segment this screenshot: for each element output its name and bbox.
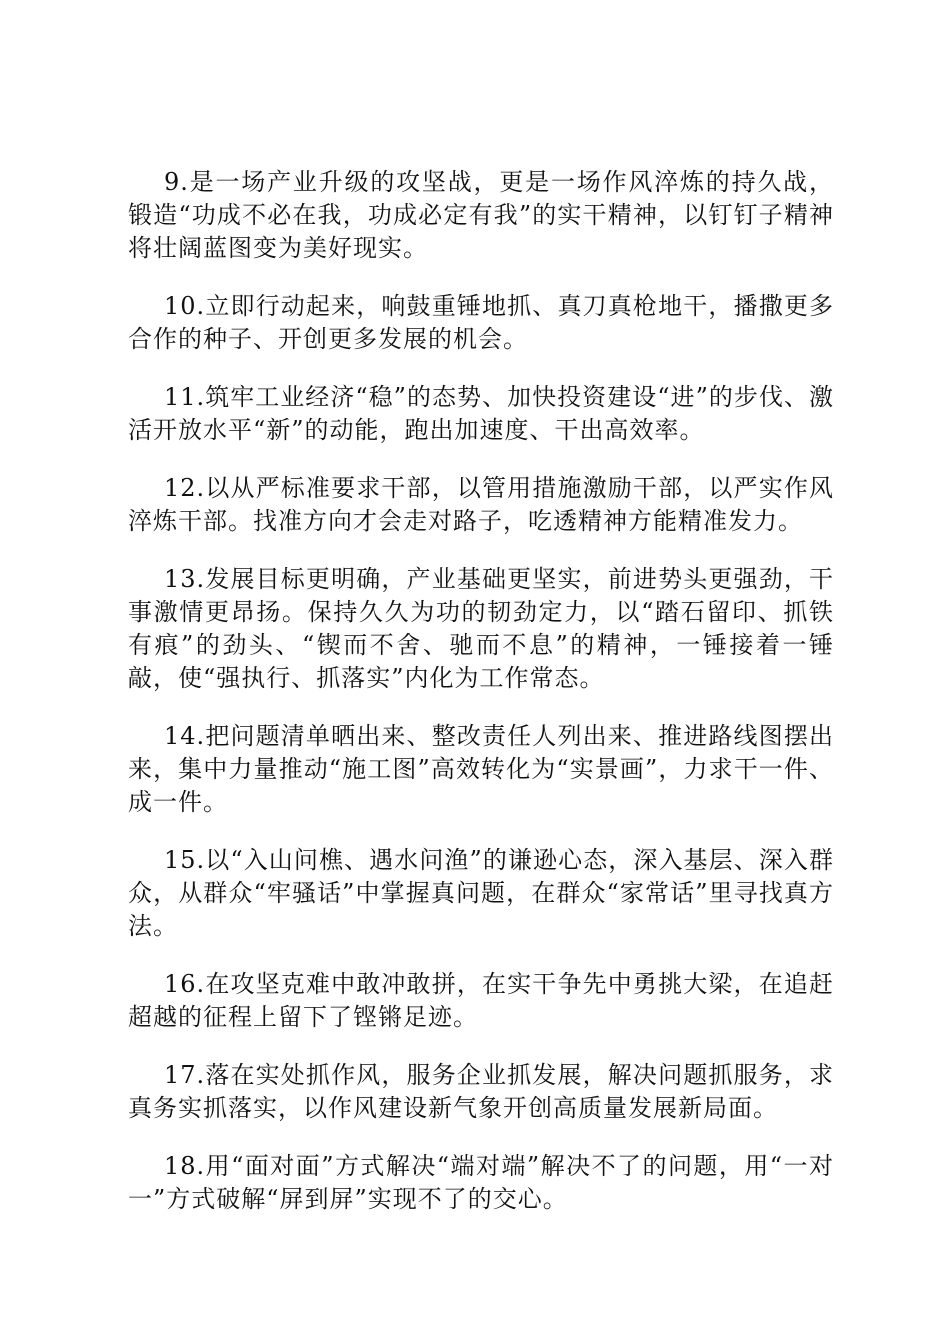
- paragraph-11: 11.筑牢工业经济“稳”的态势、加快投资建设“进”的步伐、激活开放水平“新”的动能，跑出加速度、干出高效率。: [128, 383, 834, 444]
- paragraph-16: 16.在攻坚克难中敢冲敢拼，在实干争先中勇挑大梁，在追赶超越的征程上留下了铿锵足迹。: [128, 970, 834, 1031]
- paragraph-9: 9.是一场产业升级的攻坚战，更是一场作风淬炼的持久战，锻造“功成不必在我，功成必定有我”的实干精神，以钉钉子精神将壮阔蓝图变为美好现实。: [128, 168, 834, 262]
- document-page: [128, 166, 834, 1241]
- paragraph-14: 14.把问题清单晒出来、整改责任人列出来、推进路线图摆出来，集中力量推动“施工图”高效转化为“实景画”，力求干一件、成一件。: [128, 722, 834, 816]
- paragraph-17: 17.落在实处抓作风，服务企业抓发展，解决问题抓服务，求真务实抓落实，以作风建设新气象开创高质量发展新局面。: [128, 1061, 834, 1122]
- paragraph-12: 12.以从严标准要求干部，以管用措施激励干部，以严实作风淬炼干部。找准方向才会走对路子，吃透精神方能精准发力。: [128, 474, 834, 535]
- paragraph-13: 13.发展目标更明确，产业基础更坚实，前进势头更强劲，干事激情更昂扬。保持久久为功的韧劲定力，以“踏石留印、抓铁有痕”的劲头、“锲而不舍、驰而不息”的精神，一锤接着一锤敲，使“强执行、抓落实”内化为工作常态。: [128, 565, 834, 692]
- paragraph-10: 10.立即行动起来，响鼓重锤地抓、真刀真枪地干，播撒更多合作的种子、开创更多发展的机会。: [128, 292, 834, 353]
- paragraph-15: 15.以“入山问樵、遇水问渔”的谦逊心态，深入基层、深入群众，从群众“牢骚话”中掌握真问题，在群众“家常话”里寻找真方法。: [128, 846, 834, 940]
- paragraph-18: 18.用“面对面”方式解决“端对端”解决不了的问题，用“一对一”方式破解“屏到屏”实现不了的交心。: [128, 1152, 834, 1213]
